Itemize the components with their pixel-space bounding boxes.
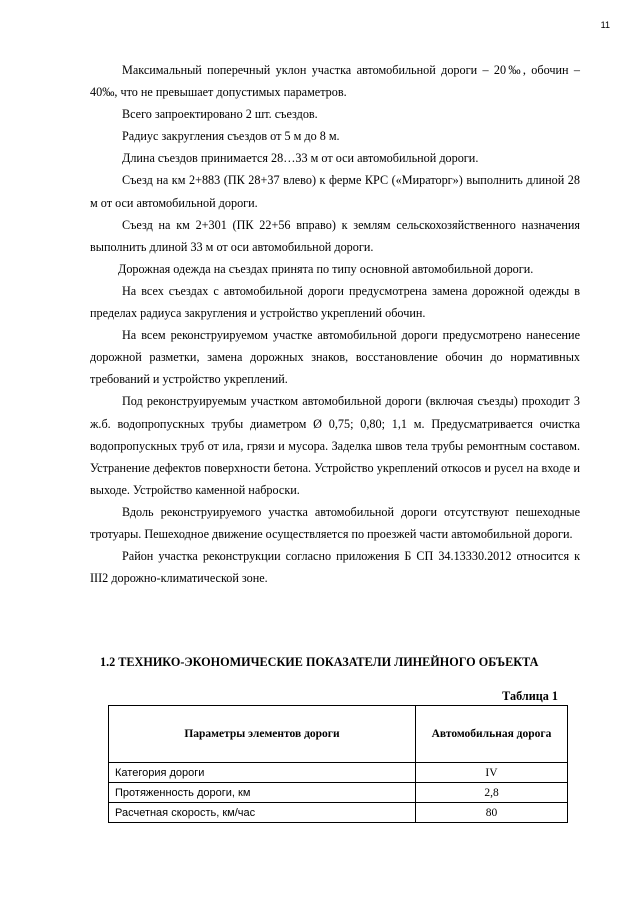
table-caption: Таблица 1 <box>502 689 558 703</box>
paragraph-cross-slope: Максимальный поперечный уклон участка автомобильной дороги – 20‰, обочин – 40‰, что не превышает допустимых параметров. <box>90 63 580 100</box>
table-cell-value: 80 <box>416 803 568 823</box>
paragraph-exits-length: Длина съездов принимается 28…33 м от оси автомобильной дороги. <box>122 151 479 166</box>
paragraph-exit-agricultural: Съезд на км 2+301 (ПК 22+56 вправо) к землям сельскохозяйственного назначения выполнить длиной 33 м от оси автомобильной дороги. <box>90 217 580 254</box>
table-header-road: Автомобильная дорога <box>416 706 568 763</box>
paragraph-exits-radius: Радиус закругления съездов от 5 м до 8 м. <box>122 129 340 144</box>
paragraph-exit-farm: Съезд на км 2+883 (ПК 28+37 влево) к ферме КРС («Мираторг») выполнить длиной 28 м от оси автомобильной дороги. <box>90 173 580 210</box>
paragraph-climate-zone: Район участка реконструкции согласно приложения Б СП 34.13330.2012 относится к III2 дорожно-климатической зоне. <box>90 549 580 586</box>
body-text <box>90 59 580 589</box>
paragraph-culverts: Под реконструируемым участком автомобильной дороги (включая съезды) проходит 3 ж.б. водопропускных трубы диаметром Ø 0,75; 0,80; 1,1 м. Предусматривается очистка водопропускных труб от ила, грязи и мусора. Заделка швов тела трубы ремонтным составом. Устранение дефектов поверхности бетона. Устройство укреплений откосов и русел на входе и выходе. Устройство каменной наброски. <box>90 394 580 497</box>
section-heading: 1.2 ТЕХНИКО-ЭКОНОМИЧЕСКИЕ ПОКАЗАТЕЛИ ЛИНЕЙНОГО ОБЪЕКТА <box>100 655 539 669</box>
table-header-parameters: Параметры элементов дороги <box>109 706 416 763</box>
table-cell-parameter: Категория дороги <box>109 763 416 783</box>
table-cell-parameter: Расчетная скорость, км/час <box>109 803 416 823</box>
page-number: 11 <box>600 20 610 30</box>
table-cell-value: 2,8 <box>416 783 568 803</box>
paragraph-pavement: Дорожная одежда на съездах принята по типу основной автомобильной дороги. <box>118 261 534 276</box>
table-row <box>109 763 568 783</box>
table-row <box>109 803 568 823</box>
table-header-row <box>109 706 568 763</box>
table-cell-value: IV <box>416 763 568 783</box>
paragraph-pavement-replacement: На всех съездах с автомобильной дороги предусмотрена замена дорожной одежды в пределах радиуса закругления и устройство укреплений обочин. <box>90 283 580 321</box>
paragraph-sidewalks: Вдоль реконструируемого участка автомобильной дороги отсутствуют пешеходные тротуары. Пешеходное движение осуществляется по проезжей части автомобильной дороги. <box>90 504 580 541</box>
paragraph-exits-count: Всего запроектировано 2 шт. съездов. <box>122 107 318 122</box>
table-row <box>109 783 568 803</box>
parameters-table <box>108 705 568 823</box>
paragraph-road-marking: На всем реконструируемом участке автомобильной дороги предусмотрено нанесение дорожной разметки, замена дорожных знаков, восстановление обочин до нормативных требований и устройство укреплений. <box>90 328 580 387</box>
table-cell-parameter: Протяженность дороги, км <box>109 783 416 803</box>
